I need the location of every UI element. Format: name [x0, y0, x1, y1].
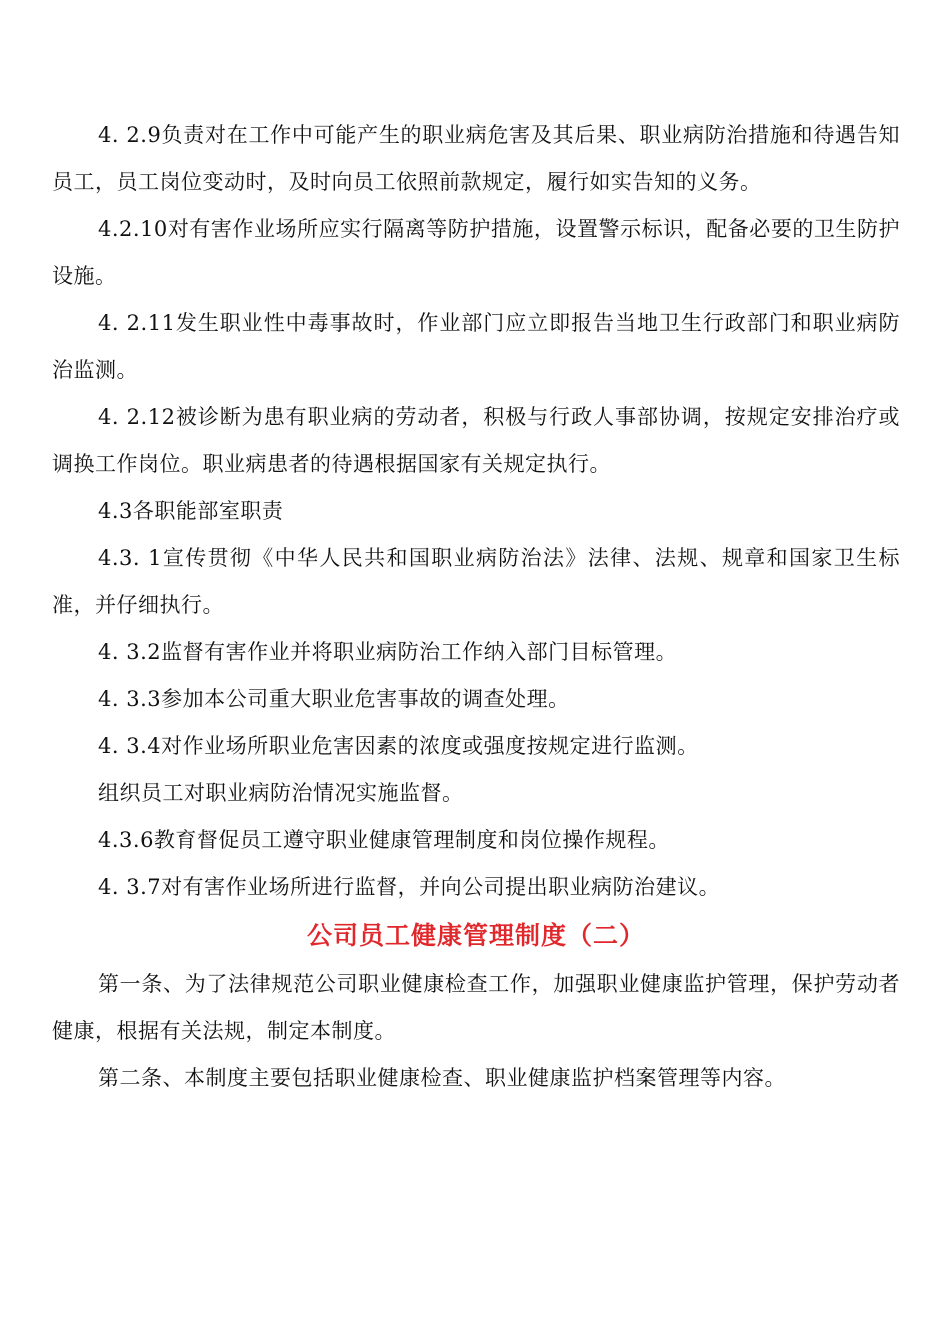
article-1: 第一条、为了法律规范公司职业健康检查工作，加强职业健康监护管理，保护劳动者健康，根据有关法规，制定本制度。 — [52, 972, 900, 1043]
paragraph-4-3-5: 组织员工对职业病防治情况实施监督。 — [98, 781, 464, 805]
paragraph-4-3-7: 4. 3.7对有害作业场所进行监督，并向公司提出职业病防治建议。 — [98, 875, 721, 899]
section-title: 公司员工健康管理制度（二） — [306, 921, 645, 950]
article-2: 第二条、本制度主要包括职业健康检查、职业健康监护档案管理等内容。 — [98, 1066, 786, 1090]
paragraph-4-3-4: 4. 3.4对作业场所职业危害因素的浓度或强度按规定进行监测。 — [98, 734, 699, 758]
paragraph-4-3-3: 4. 3.3参加本公司重大职业危害事故的调查处理。 — [98, 687, 570, 711]
paragraph-4-3-heading: 4.3各职能部室职责 — [98, 499, 284, 523]
paragraph-4-2-9: 4. 2.9负责对在工作中可能产生的职业病危害及其后果、职业病防治措施和待遇告知员工，员工岗位变动时，及时向员工依照前款规定，履行如实告知的义务。 — [52, 123, 900, 194]
paragraph-4-2-11: 4. 2.11发生职业性中毒事故时，作业部门应立即报告当地卫生行政部门和职业病防治监测。 — [52, 311, 900, 382]
document-body — [52, 112, 900, 1102]
paragraph-4-3-6: 4.3.6教育督促员工遵守职业健康管理制度和岗位操作规程。 — [98, 828, 670, 852]
paragraph-4-2-12: 4. 2.12被诊断为患有职业病的劳动者，积极与行政人事部协调，按规定安排治疗或调换工作岗位。职业病患者的待遇根据国家有关规定执行。 — [52, 405, 900, 476]
paragraph-4-3-2: 4. 3.2监督有害作业并将职业病防治工作纳入部门目标管理。 — [98, 640, 678, 664]
paragraph-4-3-1: 4.3. 1宣传贯彻《中华人民共和国职业病防治法》法律、法规、规章和国家卫生标准，并仔细执行。 — [52, 546, 900, 617]
paragraph-4-2-10: 4.2.10对有害作业场所应实行隔离等防护措施，设置警示标识，配备必要的卫生防护设施。 — [52, 217, 900, 288]
